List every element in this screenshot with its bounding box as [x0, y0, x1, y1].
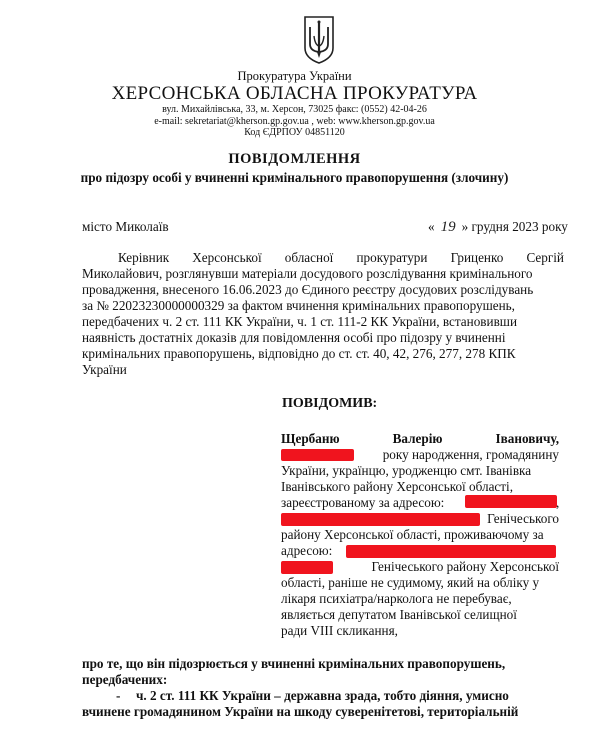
doc-title: ПОВІДОМЛЕННЯ	[228, 151, 361, 167]
suspect-line-11: лікаря психіатра/нарколога не перебуває,	[281, 591, 512, 606]
org-parent: Прокуратура України	[237, 69, 352, 83]
intro-line-3: провадження, внесеного 16.06.2023 до Єдиного реєстру досудових розслідувань	[82, 282, 534, 297]
suspect-line-6: Генічеського	[487, 511, 559, 526]
charge-line-1: ч. 2 ст. 111 КК України – державна зрада, тобто діяння, умисно	[136, 688, 509, 703]
suspect-line-10: області, раніше не судимому, який на обліку у	[281, 575, 540, 590]
trident-icon	[301, 14, 337, 66]
suspect-line-9: Генічеського району Херсонської	[371, 559, 559, 574]
suspect-line-7: району Херсонської області, проживаючому за	[281, 527, 544, 542]
suspect-line-5-comma: ,	[556, 495, 560, 510]
date-day-handwritten: 19	[440, 219, 456, 235]
intro-line-5: передбачених ч. 2 ст. 111 КК України, ч. 1 ст. 111-2 КК України, встановивши	[82, 314, 518, 329]
intro-line-4: за № 22023230000000329 за фактом вчинення кримінальних правопорушень,	[82, 298, 515, 313]
redaction-registered-address	[465, 495, 557, 508]
intro-line-7: кримінальних правопорушень, відповідно до ст. ст. 40, 42, 276, 277, 278 КПК	[82, 346, 516, 361]
suspicion-line-1: про те, що він підозрюється у вчиненні кримінальних правопорушень,	[82, 656, 506, 671]
suspect-line-5: зареєстрованому за адресою:	[281, 495, 445, 510]
suspect-name: Щербаню Валерію Івановичу,	[281, 431, 559, 446]
org-name: ХЕРСОНСЬКА ОБЛАСНА ПРОКУРАТУРА	[111, 83, 478, 104]
suspect-line-2: року народження, громадянину	[382, 447, 559, 462]
org-address: вул. Михайлівська, 33, м. Херсон, 73025 факс: (0552) 42-04-26	[162, 104, 427, 115]
doc-subtitle: про підозру особі у вчиненні кримінального правопорушення (злочину)	[80, 170, 509, 185]
redaction-residence-address	[346, 545, 556, 558]
intro-line-2: Миколайович, розглянувши матеріали досудового розслідування кримінального	[82, 266, 533, 281]
org-contacts: e-mail: sekretariat@kherson.gp.gov.ua , web: www.kherson.gp.gov.ua	[154, 116, 435, 127]
suspect-line-4: Іванівського району Херсонської області,	[281, 479, 514, 494]
charge-line-2: вчинене громадянином України на шкоду суверенітетові, територіальній	[82, 704, 519, 719]
doc-date: « 19 » грудня 2023 року	[428, 219, 568, 235]
intro-line-1: Керівник Херсонської обласної прокуратури Гриценко Сергій	[118, 250, 564, 265]
redaction-residence-address-2	[281, 561, 333, 574]
bullet-dash: -	[116, 688, 121, 703]
notified-heading: ПОВІДОМИВ:	[282, 396, 378, 411]
suspect-line-8: адресою:	[281, 543, 333, 558]
suspect-line-13: ради VIII скликання,	[281, 623, 398, 638]
redaction-birthdate	[281, 449, 354, 461]
org-edrpou: Код ЄДРПОУ 04851120	[244, 127, 345, 138]
intro-line-6: наявність достатніх доказів для повідомлення особі про підозру у вчиненні	[82, 330, 506, 345]
city: місто Миколаїв	[82, 219, 169, 234]
suspect-line-12: являється депутатом Іванівської селищної	[281, 607, 517, 622]
suspicion-line-2: передбачених:	[82, 672, 168, 687]
intro-line-8: України	[82, 362, 127, 377]
redaction-registered-address-2	[281, 513, 480, 526]
suspect-line-3: України, українцю, уродженцю смт. Іванівка	[281, 463, 532, 478]
